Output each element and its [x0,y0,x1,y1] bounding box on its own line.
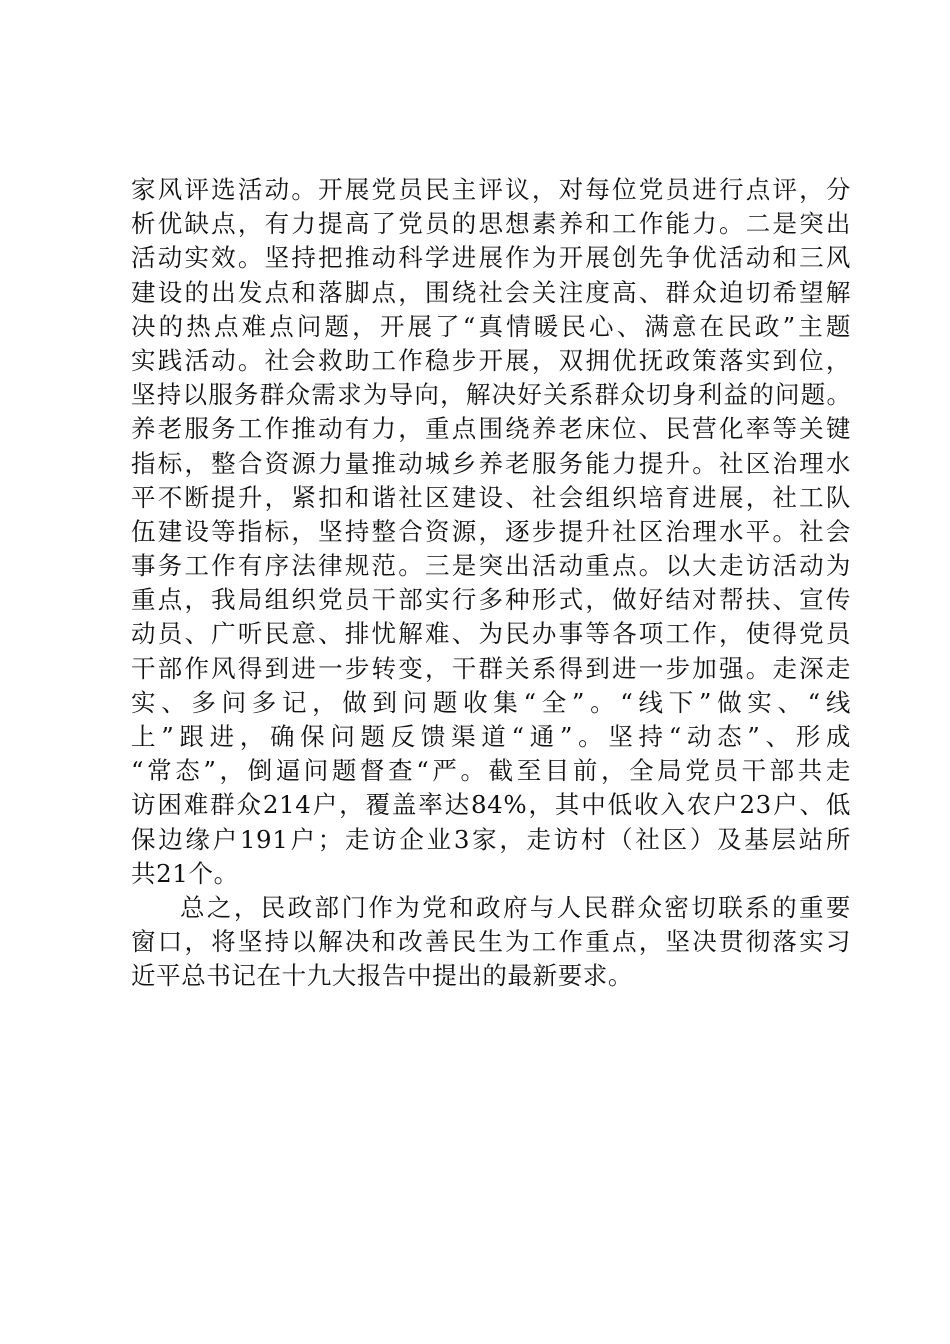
text-line: 决的热点难点问题，开展了“真情暖民心、满意在民政”主题 [131,311,851,341]
text-line: 窗口，将坚持以解决和改善民生为工作重点，坚决贯彻落实习 [131,927,851,957]
text-line: 动员、广听民意、排忧解难、为民办事等各项工作，使得党员 [131,619,851,649]
paragraph-2 [131,891,851,994]
text-line: 养老服务工作推动有力，重点围绕养老床位、民营化率等关键 [131,414,851,444]
text-line: 析优缺点，有力提高了党员的思想素养和工作能力。二是突出 [131,209,851,239]
text-line: 指标，整合资源力量推动城乡养老服务能力提升。社区治理水 [131,448,851,478]
text-line: 坚持以服务群众需求为导向，解决好关系群众切身利益的问题。 [131,380,851,410]
text-line: 近平总书记在十九大报告中提出的最新要求。 [131,961,633,991]
text-line: 重点，我局组织党员干部实行多种形式，做好结对帮扶、宣传 [131,585,851,615]
text-line: 访困难群众214户，覆盖率达84%，其中低收入农户23户、低 [131,790,851,820]
text-line: 平不断提升，紧扣和谐社区建设、社会组织培育进展，社工队 [131,482,851,512]
paragraph-1 [131,173,851,891]
text-line: 实践活动。社会救助工作稳步开展，双拥优抚政策落实到位， [131,345,851,375]
text-line: 保边缘户191户；走访企业3家，走访村（社区）及基层站所 [131,824,851,854]
document-body [131,173,851,994]
text-line: “常态”，倒逼问题督查“严。截至目前，全局党员干部共走 [131,756,851,786]
text-line: 实、多问多记，做到问题收集“全”。“线下”做实、“线 [131,687,851,717]
text-line: 总之，民政部门作为党和政府与人民群众密切联系的重要 [180,892,851,922]
text-line: 事务工作有序法律规范。三是突出活动重点。以大走访活动为 [131,551,851,581]
text-line: 共21个。 [131,858,239,888]
text-line: 干部作风得到进一步转变，干群关系得到进一步加强。走深走 [131,653,851,683]
text-line: 建设的出发点和落脚点，围绕社会关注度高、群众迫切希望解 [131,277,851,307]
text-line: 上”跟进，确保问题反馈渠道“通”。坚持“动态”、形成 [131,722,851,751]
text-line: 活动实效。坚持把推动科学进展作为开展创先争优活动和三风 [131,243,851,273]
text-line: 家风评选活动。开展党员民主评议，对每位党员进行点评，分 [131,175,851,204]
text-line: 伍建设等指标，坚持整合资源，逐步提升社区治理水平。社会 [131,516,851,546]
